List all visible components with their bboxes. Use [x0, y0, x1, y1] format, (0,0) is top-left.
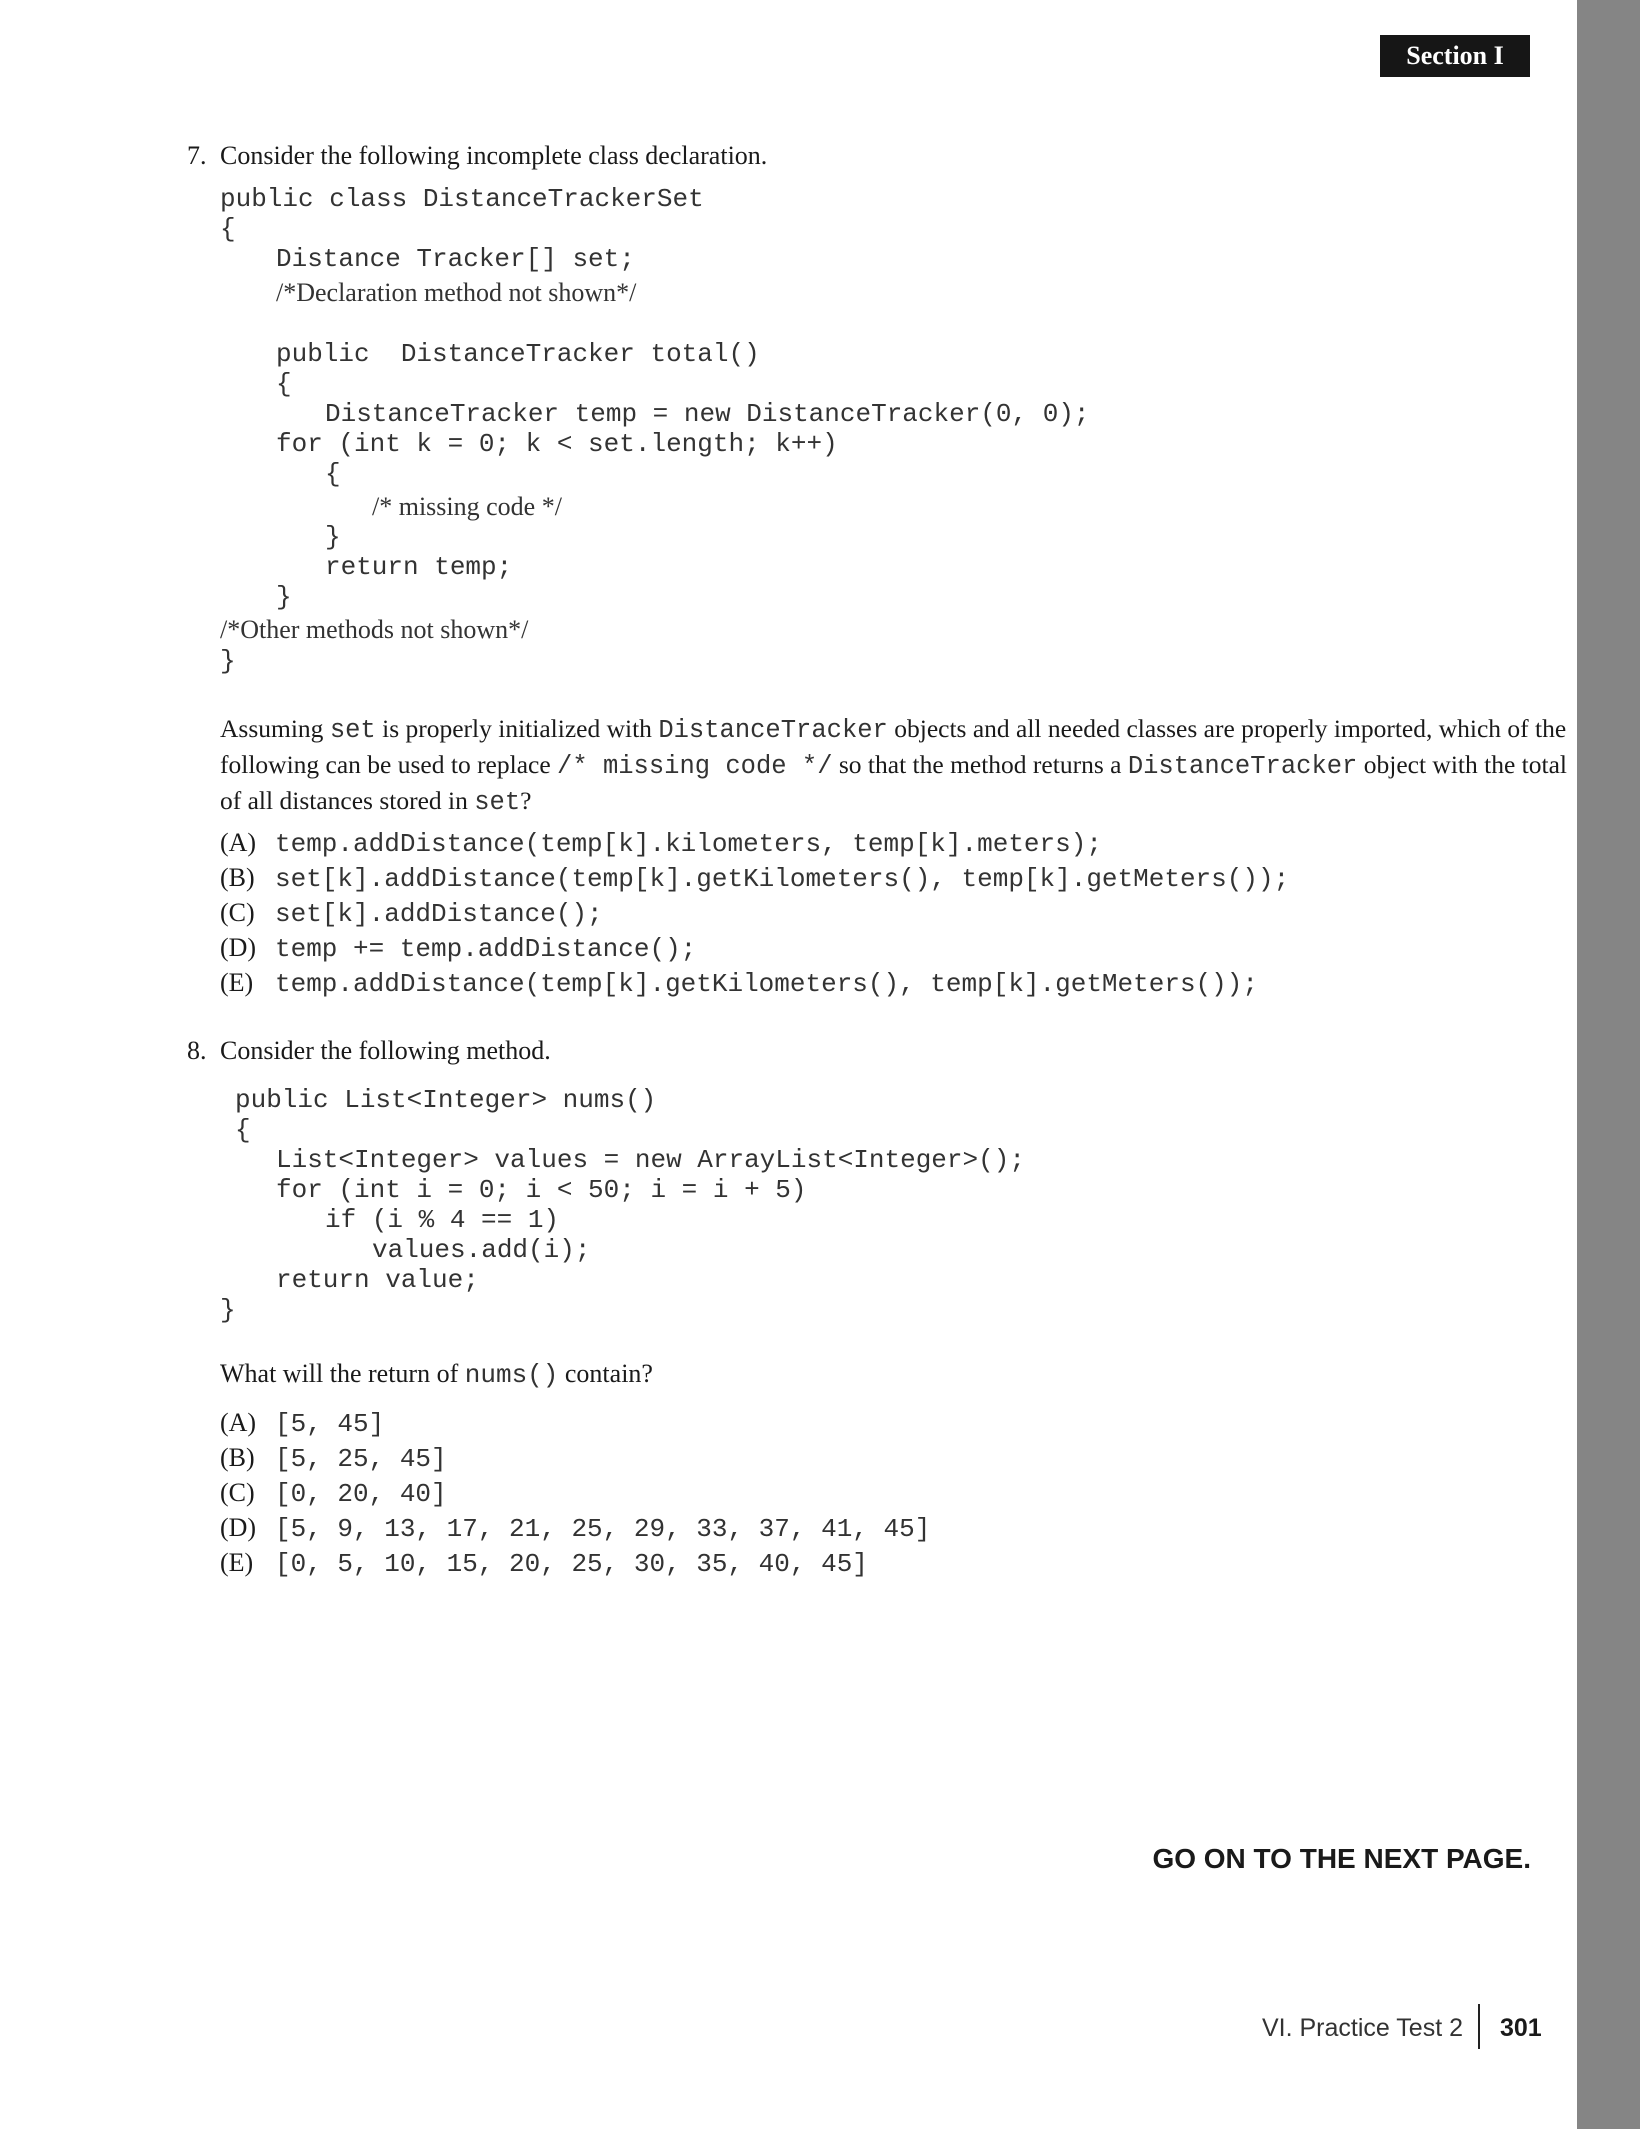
choice-a[interactable]: (A) temp.addDistance(temp[k].kilometers, temp[k].meters);: [220, 828, 1102, 859]
code-line: public List<Integer> nums(): [235, 1085, 657, 1115]
code-line: }: [220, 1295, 236, 1325]
code-line: {: [325, 459, 341, 489]
code-line: DistanceTracker temp = new DistanceTracker(0, 0);: [325, 399, 1090, 429]
code-line: values.add(i);: [372, 1235, 591, 1265]
code-line: {: [220, 214, 236, 244]
code-line: {: [276, 369, 292, 399]
choice-e[interactable]: (E) [0, 5, 10, 15, 20, 25, 30, 35, 40, 45]: [220, 1548, 868, 1579]
page-number: 301: [1500, 2014, 1542, 2042]
code-line: public DistanceTracker total(): [276, 339, 760, 369]
question-text: What will the return of nums() contain?: [220, 1359, 653, 1390]
choice-c[interactable]: (C) set[k].addDistance();: [220, 898, 603, 929]
question-number: 7.: [187, 141, 207, 170]
section-badge: Section I: [1380, 35, 1530, 77]
question-number: 8.: [187, 1036, 207, 1065]
choice-a[interactable]: (A) [5, 45]: [220, 1408, 385, 1439]
code-line: List<Integer> values = new ArrayList<Integer>();: [276, 1145, 1025, 1175]
footer-title: VI. Practice Test 2: [1261, 2014, 1463, 2042]
code-line: }: [276, 582, 292, 612]
code-line: }: [220, 646, 236, 676]
go-on-notice: GO ON TO THE NEXT PAGE.: [1152, 1843, 1531, 1874]
code-line: Distance Tracker[] set;: [276, 244, 635, 274]
choice-d[interactable]: (D) [5, 9, 13, 17, 21, 25, 29, 33, 37, 41, 45]: [220, 1513, 931, 1544]
code-line: for (int k = 0; k < set.length; k++): [276, 429, 838, 459]
question-text: Assuming set is properly initialized with DistanceTracker objects and all needed classes are properly imported, which of the following can be used to replace /* missing code */ so that the method returns a DistanceTracker object with the total of all distances stored in set?: [220, 714, 1567, 817]
code-line: for (int i = 0; i < 50; i = i + 5): [276, 1175, 807, 1205]
footer-divider: [1478, 2004, 1480, 2049]
side-bar: [1577, 0, 1640, 2129]
code-line: public class DistanceTrackerSet: [220, 184, 704, 214]
choice-d[interactable]: (D) temp += temp.addDistance();: [220, 933, 697, 964]
code-line: return value;: [276, 1265, 479, 1295]
code-line: }: [325, 522, 341, 552]
code-line: if (i % 4 == 1): [325, 1205, 560, 1235]
choice-c[interactable]: (C) [0, 20, 40]: [220, 1478, 447, 1509]
code-line: {: [235, 1115, 251, 1145]
choice-b[interactable]: (B) [5, 25, 45]: [220, 1443, 447, 1474]
choice-b[interactable]: (B) set[k].addDistance(temp[k].getKilometers(), temp[k].getMeters());: [220, 863, 1290, 894]
code-line: return temp;: [325, 552, 513, 582]
code-comment: /* missing code */: [372, 492, 562, 521]
code-comment: /*Declaration method not shown*/: [276, 278, 637, 307]
choice-e[interactable]: (E) temp.addDistance(temp[k].getKilometers(), temp[k].getMeters());: [220, 968, 1258, 999]
question-prompt: Consider the following method.: [220, 1036, 551, 1065]
question-prompt: Consider the following incomplete class declaration.: [220, 141, 768, 170]
code-comment: /*Other methods not shown*/: [220, 615, 529, 644]
